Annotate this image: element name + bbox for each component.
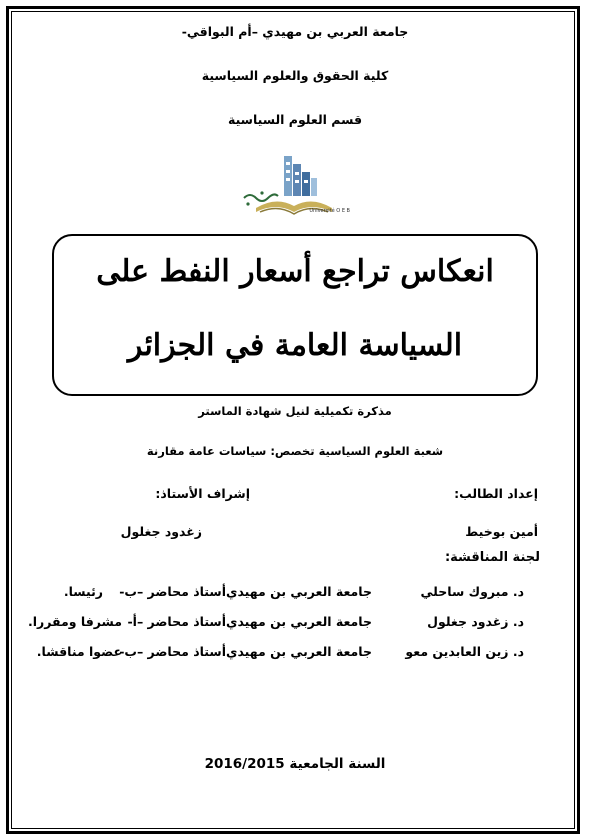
committee-member-name: د. زين العابدين معو <box>405 644 524 659</box>
faculty-name: كلية الحقوق والعلوم السياسية <box>201 68 389 83</box>
supervisor-name: زغدود جغلول <box>120 524 202 539</box>
thesis-subtitle: مذكرة تكميلية لنيل شهادة الماستر <box>198 404 392 418</box>
committee-member-name: د. مبروك ساحلي <box>420 584 524 599</box>
logo-caption: Université O E B <box>309 208 350 214</box>
prepared-by-label: إعداد الطالب: <box>454 486 538 501</box>
committee-label: لجنة المناقشة: <box>444 550 540 565</box>
committee-member-rank: أستاذ محاضر –ب- <box>119 644 226 659</box>
committee-member-rank: أستاذ محاضر –أ- <box>127 614 226 629</box>
committee-member-rank: أستاذ محاضر –ب- <box>119 584 226 599</box>
student-name: أمين بوخيط <box>465 524 538 539</box>
committee-member-role: عضوا مناقشا. <box>36 644 122 659</box>
committee-member-role: رئيسا. <box>63 584 103 599</box>
committee-member-university: جامعة العربي بن مهيدي <box>226 584 372 599</box>
title-box <box>52 234 538 396</box>
committee-member-role: مشرفا ومقررا. <box>28 614 122 629</box>
committee-member-university: جامعة العربي بن مهيدي <box>226 644 372 659</box>
supervisor-label: إشراف الأستاذ: <box>155 486 250 501</box>
academic-year: السنة الجامعية 2016/2015 <box>204 756 386 772</box>
university-name: جامعة العربي بن مهيدي –أم البواقي- <box>181 24 409 39</box>
department-name: قسم العلوم السياسية <box>227 112 362 127</box>
page-border-inner <box>11 11 575 829</box>
university-logo-icon <box>238 152 350 224</box>
thesis-title-line-2: السياسة العامة في الجزائر <box>127 328 463 363</box>
specialty-line: شعبة العلوم السياسية تخصص: سياسات عامة مقارنة <box>146 444 444 458</box>
committee-member-university: جامعة العربي بن مهيدي <box>226 614 372 629</box>
thesis-title-line-1: انعكاس تراجع أسعار النفط على <box>96 254 494 289</box>
committee-member-name: د. زغدود جغلول <box>427 614 524 629</box>
